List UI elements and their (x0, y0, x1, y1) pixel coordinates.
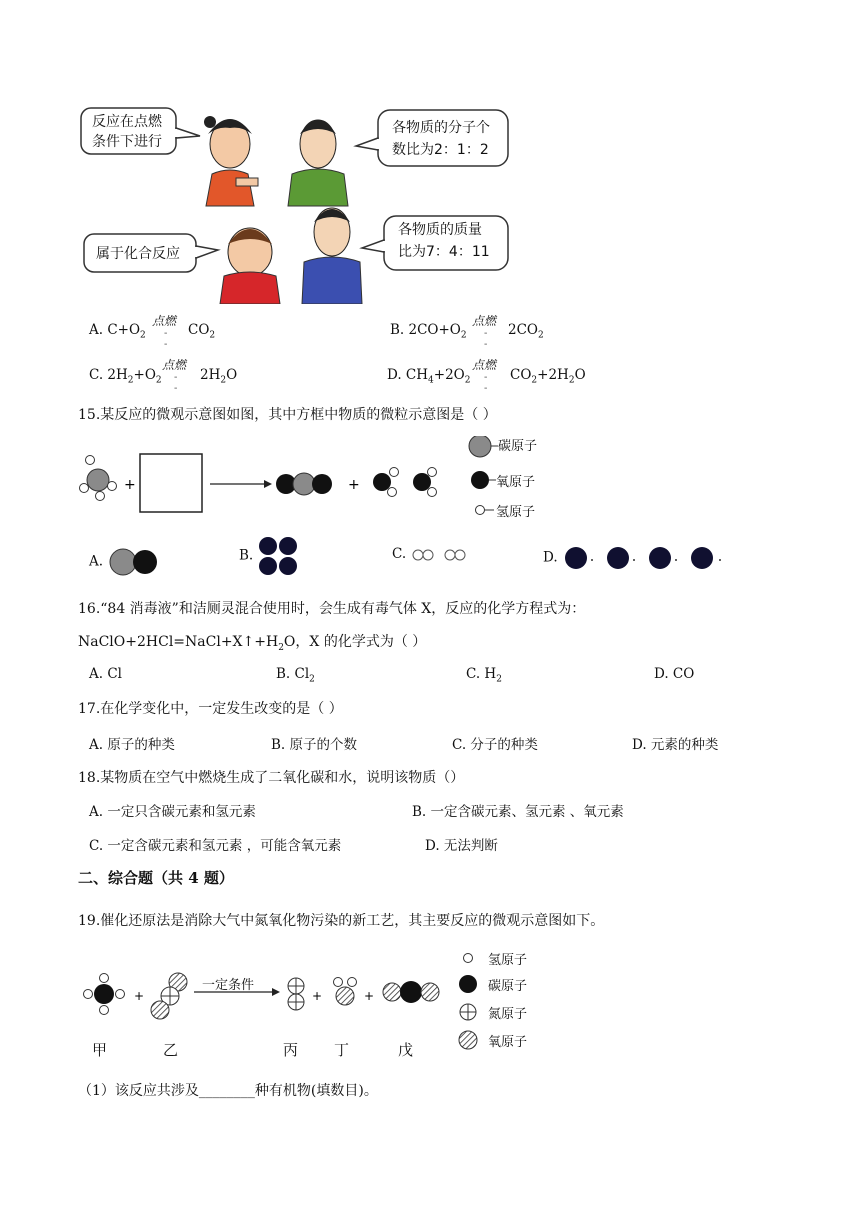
q17-option-d[interactable]: D. 元素的种类 (632, 737, 719, 753)
legend-oxygen: 氧原子 (496, 475, 536, 490)
svg-text:+: + (312, 989, 323, 1003)
legend-carbon-atom: 碳原子 (488, 979, 528, 994)
svg-text:+: + (348, 477, 360, 493)
q18-stem: 18.某物质在空气中燃烧生成了二氧化碳和水，说明该物质（） (78, 770, 465, 786)
legend-nitrogen-atom: 氮原子 (488, 1007, 528, 1022)
q14-a-condition: 点燃 (152, 314, 177, 328)
q17-option-b[interactable]: B. 原子的个数 (271, 737, 358, 753)
q15-stem: 15.某反应的微观示意图如图，其中方框中物质的微粒示意图是（ ） (78, 407, 497, 423)
label-jia: 甲 (92, 1041, 108, 1059)
option-b-molecule-icon (258, 534, 298, 578)
q14-option-b[interactable]: B. $2CO+O_2$ (390, 322, 467, 341)
legend-carbon: 碳原子 (498, 439, 538, 454)
bubble-2-line-2: 数比为2：1：2 (392, 142, 489, 158)
q14-b-condition: 点燃 (472, 314, 497, 328)
q15-reaction-diagram (78, 436, 558, 522)
q14-a-product: $CO_2$ (188, 322, 216, 341)
bubble-2-line-1: 各物质的分子个 (392, 120, 490, 136)
q16-option-c[interactable]: C. $H_2$ (466, 666, 502, 685)
q16-option-b[interactable]: B. $Cl_2$ (276, 666, 315, 685)
q14-option-d[interactable]: D. $CH_4+2O_2$ (387, 367, 471, 386)
label-wu: 戊 (398, 1041, 414, 1059)
q16-option-a[interactable]: A. Cl (89, 666, 122, 682)
q17-stem: 17.在化学变化中，一定发生改变的是（ ） (78, 701, 343, 717)
legend-hydrogen: 氢原子 (496, 505, 536, 520)
q19-subquestion-1[interactable]: （1）该反应共涉及________种有机物(填数目)。 (78, 1083, 378, 1099)
option-a-molecule-icon (107, 546, 163, 578)
q18-option-d[interactable]: D. 无法判断 (425, 838, 498, 854)
bubble-4-line-1: 各物质的质量 (398, 222, 482, 238)
option-c-molecule-icon (410, 547, 474, 563)
q18-option-a[interactable]: A. 一定只含碳元素和氢元素 (89, 804, 256, 820)
legend-oxygen-atom: 氧原子 (488, 1035, 528, 1050)
q19-reaction-diagram (78, 944, 558, 1064)
q18-option-c[interactable]: C. 一定含碳元素和氢元素 ，可能含氧元素 (89, 838, 342, 854)
legend-hydrogen-atom: 氢原子 (488, 953, 528, 968)
bubble-1-line-1: 反应在点燃 (92, 114, 162, 130)
q19-stem: 19.催化还原法是消除大气中氮氧化物污染的新工艺，其主要反应的微观示意图如下。 (78, 913, 605, 929)
comic-illustration (78, 104, 518, 304)
section-2-heading: 二、综合题（共 4 题） (78, 869, 234, 887)
label-yi: 乙 (163, 1041, 179, 1059)
q19-condition-label: 一定条件 (202, 978, 255, 993)
bubble-4-line-2: 比为7：4：11 (398, 244, 490, 260)
q15-option-c[interactable]: C. (392, 546, 474, 563)
q14-b-dash: - - (484, 328, 488, 350)
q17-option-a[interactable]: A. 原子的种类 (89, 737, 175, 753)
q17-option-c[interactable]: C. 分子的种类 (452, 737, 538, 753)
q14-a-dash: - - (164, 328, 168, 350)
q15-option-b[interactable]: B. (239, 534, 298, 578)
svg-text:+: + (124, 477, 136, 493)
q14-d-product: $CO_2+2H_2O$ (510, 367, 586, 386)
label-ding: 丁 (334, 1041, 350, 1059)
q18-option-b[interactable]: B. 一定含碳元素、氢元素 、氧元素 (412, 804, 624, 820)
q14-c-dash: - - (174, 372, 178, 394)
q14-option-a[interactable]: A. $C+O_2$ (89, 322, 146, 341)
q14-d-dash: - - (484, 372, 488, 394)
q14-d-condition: 点燃 (472, 358, 497, 372)
q15-option-d[interactable]: D. (543, 544, 732, 572)
bubble-3-text: 属于化合反应 (96, 246, 180, 262)
q16-stem-line-1: 16.“84 消毒液”和洁厕灵混合使用时，会生成有毒气体 X，反应的化学方程式为： (78, 601, 586, 617)
q14-b-product: $2CO_2$ (508, 322, 544, 341)
q16-option-d[interactable]: D. CO (654, 666, 695, 682)
svg-text:+: + (134, 989, 145, 1003)
q14-option-c[interactable]: C. $2H_2+O_2$ (89, 367, 162, 386)
label-bing: 丙 (283, 1041, 299, 1059)
q16-stem-line-2: $NaClO+2HCl=NaCl+X↑+H_2O$，X 的化学式为（ ） (78, 634, 427, 653)
option-d-molecule-icon (562, 544, 732, 572)
q15-option-a[interactable]: A. (89, 546, 163, 578)
q14-c-product: $2H_2O$ (200, 367, 238, 386)
q14-c-condition: 点燃 (162, 358, 187, 372)
svg-text:+: + (364, 989, 375, 1003)
bubble-1-line-2: 条件下进行 (92, 134, 162, 150)
